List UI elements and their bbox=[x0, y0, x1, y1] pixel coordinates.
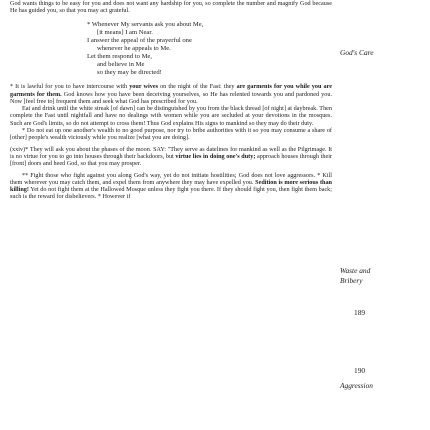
poem-line: so they may be directed! bbox=[97, 69, 162, 77]
verse-number-189: 189 bbox=[354, 308, 366, 317]
poem-block bbox=[87, 21, 332, 78]
margin-note-aggression: Aggression bbox=[340, 381, 373, 390]
margin-note-waste: Waste and bbox=[340, 266, 371, 275]
margin-note-gods-care: God's Care bbox=[340, 48, 374, 57]
poem-line: I answer the appeal of the prayerful one bbox=[87, 36, 192, 44]
poem-line: and believe in Me bbox=[97, 61, 145, 69]
poem-line: whenever he appeals to Me. bbox=[97, 44, 171, 52]
poem-line: * Whenever My servants ask you about Me, bbox=[87, 20, 204, 28]
paragraph-wealth: * Do not eat up one another's wealth to no good purpose, nor try to bribe authorities with it so you may consume a share of [other] people's wealth viciously while you realize [what you are doing]. bbox=[10, 127, 332, 142]
verse-number-190: 190 bbox=[354, 366, 366, 375]
main-text-column bbox=[10, 0, 332, 201]
paragraph-moon-phases: (xxiv)* They will ask you about the phases of the moon. SAY: "They serve as datelines for mankind as well as the Pilgrimage. It is no virtue for you to go into houses through their backdoors, but virtue lies in doing one's duty; approach houses through their [front] doors and heed God, so that you may prosper. bbox=[10, 145, 333, 168]
paragraph-eat-drink: Eat and drink until the white streak [of dawn] can be distinguished by you from the black thread [of night] at daybreak. Then complete the Fast until nightfall and have no dealings with women while you are secluded at your devotions in the mosques. Such are God's limits, so do not attempt to cross them! Thus God explains His signs to mankind so they may do their duty. bbox=[10, 105, 332, 127]
paragraph-fast-night: * It is lawful for you to have intercourse with your wives on the night of the Fast: they are garments for you while you are garments for them. God knows how you have been deceiving yourselves, so He has relented towards you and pardoned you. Now [feel free to] frequent them and seek what God has prescribed for you. bbox=[10, 83, 332, 105]
paragraph-fight: ** Fight those who fight against you along God's way, yet do not initiate hostilities; God does not love aggressors. * Kill them wherever you may catch them, and expel them from anywhere they may have expelled you. Sedition is more serious than killing! Yet do not fight them at the Hallowed Mosque unless they fight you there. If they should fight you, then fight them back; such is the reward for disbelievers. * However if bbox=[10, 171, 332, 201]
paragraph-ease: God wants things to be easy for you and does not want any hardship for you, so complete the number and magnify God because He has guided you, so that you may act grateful. bbox=[10, 0, 332, 15]
margin-note-bribery: Bribery bbox=[340, 276, 363, 285]
poem-line: [it means] I am Near. bbox=[97, 28, 153, 36]
poem-line: Let them respond to Me, bbox=[87, 52, 153, 60]
